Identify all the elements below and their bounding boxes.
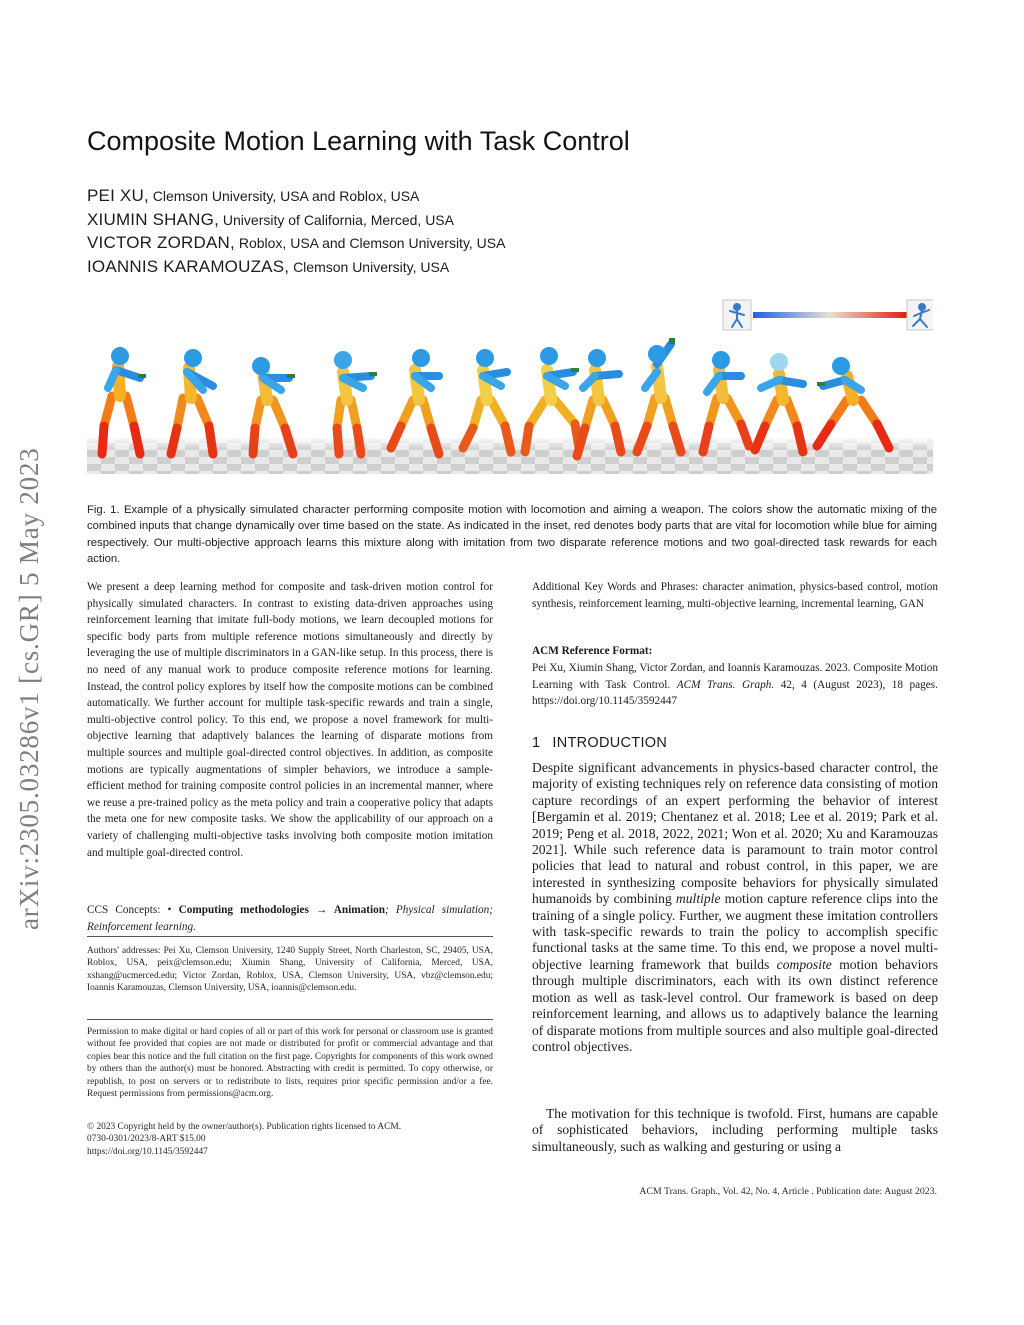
character-pose-11 <box>755 353 803 452</box>
author-affiliation: Roblox, USA and Clemson University, USA <box>238 235 506 251</box>
character-pose-1 <box>102 347 146 454</box>
ccs-prefix: CCS Concepts: • <box>87 904 179 916</box>
intro-emphasis-multiple: multiple <box>675 891 721 907</box>
separator-line <box>87 1019 493 1020</box>
intro-paragraph-2: The motivation for this technique is twofold. First, humans are capable of sophisticated behaviors, including performing multiple tasks simultaneously, such as walking and gesturing or using a <box>532 1106 938 1154</box>
acm-reference-heading: ACM Reference Format: <box>532 645 653 657</box>
arxiv-id-text: arXiv:2305.03286v1 [cs.GR] 5 May 2023 <box>14 447 44 930</box>
author-name: VICTOR ZORDAN, <box>87 233 235 252</box>
issn-line: 0730-0301/2023/8-ART $15.00 <box>87 1134 206 1145</box>
author-line <box>87 186 419 206</box>
copyright-block <box>87 1121 493 1158</box>
ccs-bold: Computing methodologies → Animation <box>178 904 385 916</box>
page-footer: ACM Trans. Graph., Vol. 42, No. 4, Article . Publication date: August 2023. <box>639 1186 937 1197</box>
character-pose-7 <box>525 347 579 452</box>
intro-text-b: motion capture reference clips into the training of a single policy. Further, we augment these imitation controllers with task-specific rewards to train the policy to accomplish specific functional tasks at the same time. To this end, we propose a novel multi-objective learning framework that builds <box>532 891 939 972</box>
author-affiliation: Clemson University, USA and Roblox, USA <box>152 188 420 204</box>
copyright-line: © 2023 Copyright held by the owner/author(s). Publication rights licensed to ACM. <box>87 1122 402 1132</box>
author-line <box>87 257 449 277</box>
acm-reference-journal: ACM Trans. Graph. <box>676 678 775 691</box>
color-inset-legend <box>723 300 933 330</box>
section-title: INTRODUCTION <box>552 735 668 751</box>
intro-emphasis-composite: composite <box>776 956 832 972</box>
section-number: 1 <box>532 735 541 751</box>
author-name: IOANNIS KARAMOUZAS, <box>87 257 290 276</box>
ccs-concepts <box>87 902 493 935</box>
authors-addresses: Authors' addresses: Pei Xu, Clemson University, 1240 Supply Street, North Charleston, SC, 29405, USA, Roblox, USA, peix@clemson.edu; Xiumin Shang, University of California, Merced, USA, xshang@ucmerced.edu; Victor Zordan, Roblox, USA, Clemson University, USA, vbz@clemson.edu; Ioannis Karamouzas, Clemson University, USA, ioannis@clemson.edu. <box>87 946 493 994</box>
teaser-figure <box>87 296 933 486</box>
ccs-rest: ; Physical simulation; Reinforcement learning. <box>87 904 493 933</box>
character-pose-9 <box>637 338 681 452</box>
acm-reference-details: 42, 4 (August 2023), 18 pages. https://doi.org/10.1145/3592447 <box>532 678 938 708</box>
intro-text-a: Despite significant advancements in physics-based character control, the majority of existing techniques rely on reference data consisting of motion capture recordings of an expert performing the behavior of interest [Bergamin et al. 2019; Chentanez et al. 2018; Lee et al. 2019; Park et al. 2019; Peng et al. 2018, 2022, 2021; Won et al. 2020; Xu and Karamouzas 2021]. While such reference data is paramount to train motor control policies that lead to natural and robust control, in this paper, we are interested in synthesizing composite behaviors for physically simulated humanoids by combining <box>532 760 938 907</box>
separator-line <box>87 936 493 937</box>
permission-notice: Permission to make digital or hard copies of all or part of this work for personal or classroom use is granted without fee provided that copies are not made or distributed for profit or commercial advantage and that copies bear this notice and the full citation on the first page. Copyrights for components of this work owned by others than the author(s) must be honored. Abstracting with credit is permitted. To copy otherwise, or republish, to post on servers or to redistribute to lists, requires prior specific permission and/or a fee. Request permissions from permissions@acm.org. <box>87 1027 493 1100</box>
author-name: XIUMIN SHANG, <box>87 210 220 229</box>
character-pose-6 <box>463 349 511 452</box>
keywords: Additional Key Words and Phrases: character animation, physics-based control, motion synthesis, reinforcement learning, multi-objective learning, incremental learning, GAN <box>532 581 938 610</box>
author-affiliation: University of California, Merced, USA <box>222 212 454 228</box>
doi-link[interactable]: https://doi.org/10.1145/3592447 <box>87 1146 208 1157</box>
author-affiliation: Clemson University, USA <box>293 259 450 275</box>
paper-title: Composite Motion Learning with Task Control <box>87 126 630 156</box>
acm-reference-authors: Pei Xu, Xiumin Shang, Victor Zordan, and Ioannis Karamouzas. 2023. Composite Motion Learning with Task Control. <box>532 662 938 691</box>
acm-reference <box>532 660 938 710</box>
character-pose-12 <box>817 357 889 448</box>
intro-paragraph-1 <box>532 760 938 1055</box>
author-name: PEI XU, <box>87 186 149 205</box>
figure-caption: Fig. 1. Example of a physically simulated character performing composite motion with locomotion and aiming a weapon. The colors show the automatic mixing of the combined inputs that change dynamically over time based on the state. As indicated in the inset, red denotes body parts that are vital for locomotion while blue for aiming respectively. Our multi-objective approach learns this mixture along with imitation from two disparate reference motions and two goal-directed task rewards for each action. <box>87 504 937 565</box>
author-line <box>87 210 454 230</box>
abstract: We present a deep learning method for composite and task-driven motion control for physically simulated characters. In contrast to existing data-driven approaches using reinforcement learning that imitate full-body motions, we learn decoupled motions for specific body parts from multiple reference motions simultaneously and directly by leveraging the use of multiple discriminators in a GAN-like setup. In this process, there is no need of any manual work to produce composite reference motions for learning. Instead, the control policy explores by itself how the composite motions can be combined automatically. We further account for multiple task-specific rewards and train a single, multi-objective control policy. To this end, we propose a novel framework for multi-objective learning that adaptively balances the learning of disparate motions from multiple sources and multiple goal-directed control objectives. In addition, as composite motions are typically augmentations of simpler behaviors, we introduce a sample-efficient method for training composite control policies in an incremental manner, where we reuse a pre-trained policy as the meta policy and train a cooperative policy that adapts the meta one for new composite tasks. We show the applicability of our approach on a variety of challenging multi-objective tasks involving both composite motion imitation and multiple goal-directed control. <box>87 581 493 859</box>
intro-text-c: motion behaviors through multiple discriminators, each with its own distinct reference motion as well as task-level control. Our framework is based on deep reinforcement learning, and allows us to adaptively balance the learning of disparate motions from multiple sources and also multiple goal-directed control objectives. <box>532 956 938 1054</box>
author-line <box>87 233 505 253</box>
section-heading <box>532 735 667 751</box>
character-pose-10 <box>703 351 749 452</box>
